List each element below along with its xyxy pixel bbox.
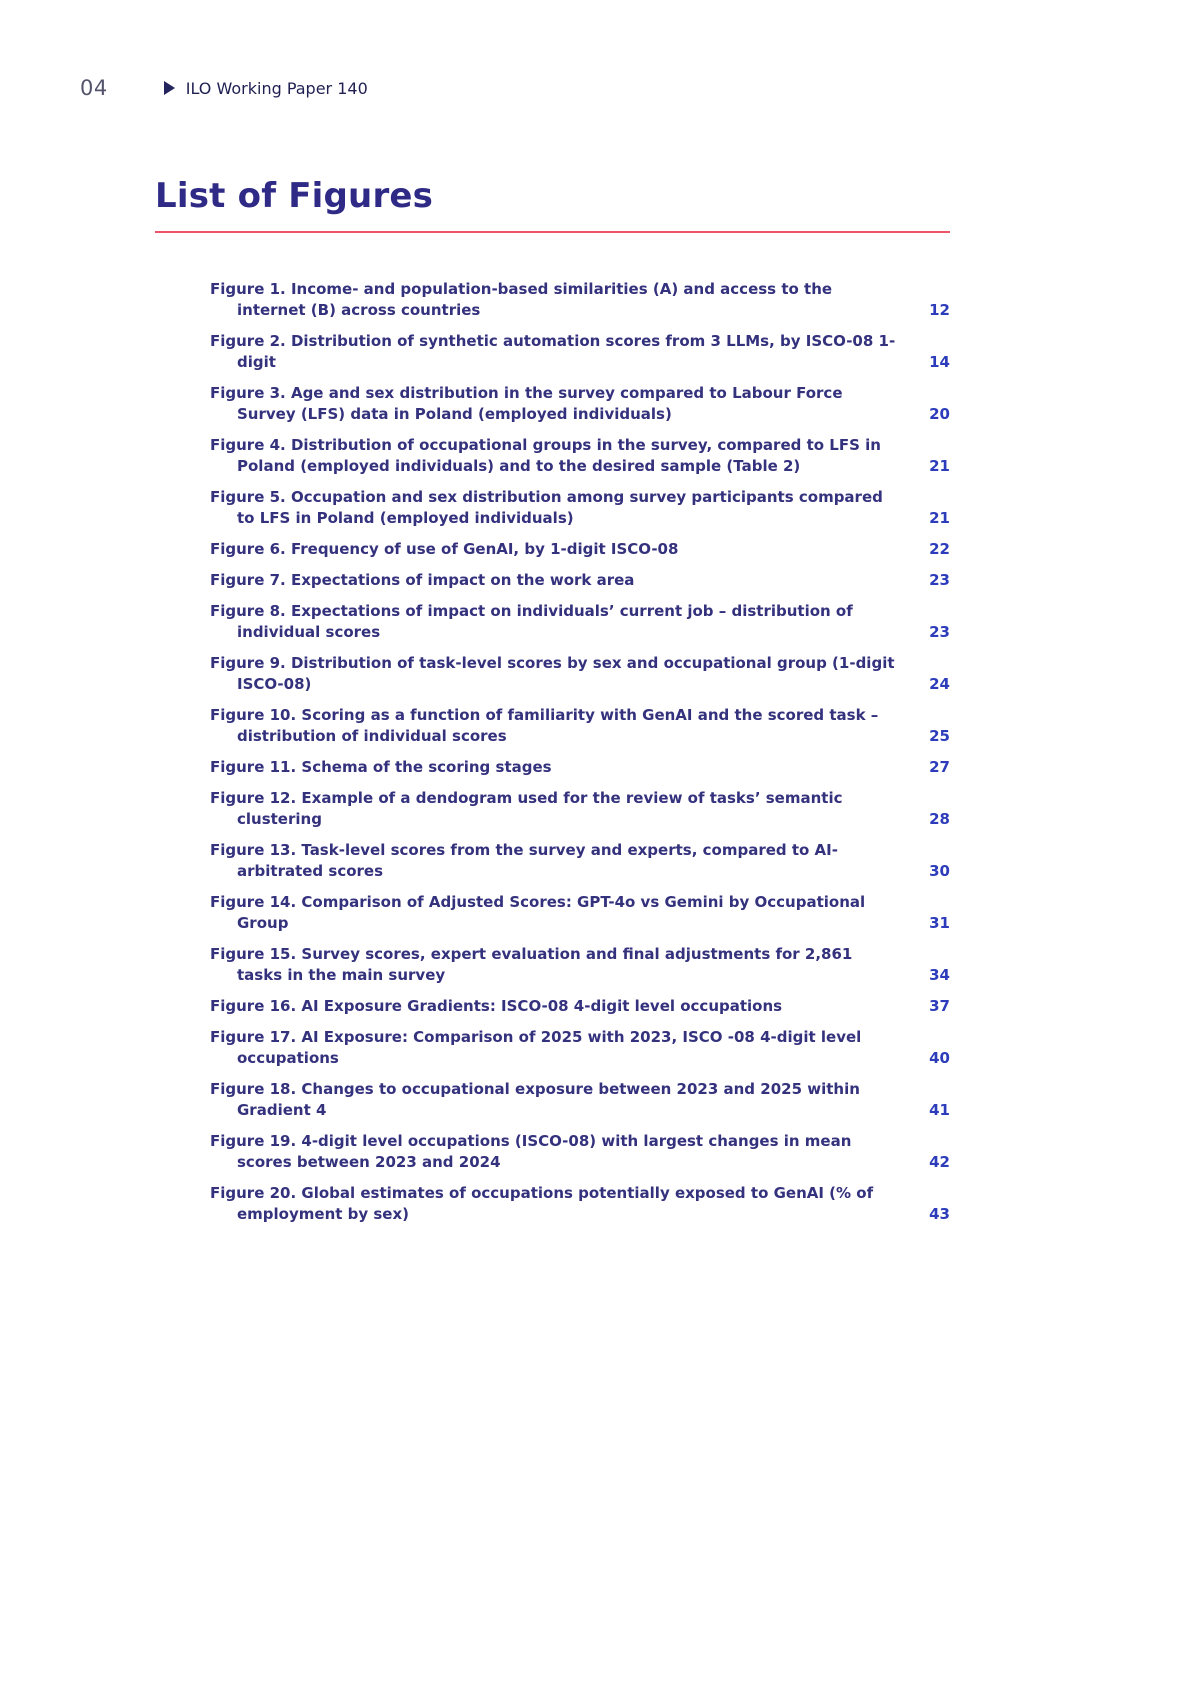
figure-entry-text: Figure 7. Expectations of impact on the work area bbox=[210, 571, 635, 589]
figure-list-item bbox=[210, 892, 950, 934]
page-header bbox=[80, 76, 1120, 100]
figure-list-item bbox=[210, 944, 950, 986]
title-rule bbox=[155, 231, 950, 233]
figure-page-number: 27 bbox=[929, 758, 950, 776]
figure-page-number: 22 bbox=[929, 540, 950, 558]
figure-list-item bbox=[210, 435, 950, 477]
figure-entry-text: Figure 12. Example of a dendogram used for the review of tasks’ semantic clustering bbox=[210, 789, 843, 828]
figure-page-number: 37 bbox=[929, 997, 950, 1015]
figure-entry-text: Figure 14. Comparison of Adjusted Scores: GPT-4o vs Gemini by Occupational Group bbox=[210, 893, 866, 932]
figure-entry-text: Figure 17. AI Exposure: Comparison of 2025 with 2023, ISCO -08 4-digit level occupations bbox=[210, 1028, 862, 1067]
figure-page-number: 41 bbox=[929, 1101, 950, 1119]
figure-list-item bbox=[210, 1183, 950, 1225]
figure-page-number: 21 bbox=[929, 509, 950, 527]
figure-entry-text: Figure 13. Task-level scores from the survey and experts, compared to AI-arbitrated scores bbox=[210, 841, 838, 880]
figure-list-item bbox=[210, 1027, 950, 1069]
figure-list-item bbox=[210, 539, 950, 560]
figure-list bbox=[210, 279, 950, 1225]
figure-entry-text: Figure 11. Schema of the scoring stages bbox=[210, 758, 552, 776]
figure-page-number: 20 bbox=[929, 405, 950, 423]
figure-page-number: 25 bbox=[929, 727, 950, 745]
figure-entry-text: Figure 3. Age and sex distribution in the survey compared to Labour Force Survey (LFS) data in Poland (employed individuals) bbox=[210, 384, 843, 423]
figure-page-number: 14 bbox=[929, 353, 950, 371]
figure-entry-text: Figure 20. Global estimates of occupations potentially exposed to GenAI (% of employment by sex) bbox=[210, 1184, 874, 1223]
figure-page-number: 30 bbox=[929, 862, 950, 880]
figure-page-number: 40 bbox=[929, 1049, 950, 1067]
figure-entry-text: Figure 10. Scoring as a function of familiarity with GenAI and the scored task – distribution of individual scores bbox=[210, 706, 879, 745]
figure-page-number: 31 bbox=[929, 914, 950, 932]
figure-entry-text: Figure 9. Distribution of task-level scores by sex and occupational group (1-digit ISCO-08) bbox=[210, 654, 895, 693]
figure-list-item bbox=[210, 1079, 950, 1121]
figure-list-item bbox=[210, 601, 950, 643]
figure-list-item bbox=[210, 570, 950, 591]
figure-list-item bbox=[210, 653, 950, 695]
figure-list-item bbox=[210, 279, 950, 321]
figure-entry-text: Figure 4. Distribution of occupational groups in the survey, compared to LFS in Poland (employed individuals) and to the desired sample (Table 2) bbox=[210, 436, 881, 475]
figure-list-item bbox=[210, 487, 950, 529]
figure-page-number: 28 bbox=[929, 810, 950, 828]
page-number: 04 bbox=[80, 76, 108, 100]
page-title: List of Figures bbox=[155, 176, 434, 216]
figure-page-number: 21 bbox=[929, 457, 950, 475]
figure-list-item bbox=[210, 996, 950, 1017]
figure-page-number: 12 bbox=[929, 301, 950, 319]
figure-entry-text: Figure 8. Expectations of impact on individuals’ current job – distribution of individual scores bbox=[210, 602, 853, 641]
figure-page-number: 42 bbox=[929, 1153, 950, 1171]
figure-list-item bbox=[210, 383, 950, 425]
figure-entry-text: Figure 1. Income- and population-based similarities (A) and access to the internet (B) across countries bbox=[210, 280, 833, 319]
figure-entry-text: Figure 16. AI Exposure Gradients: ISCO-08 4-digit level occupations bbox=[210, 997, 783, 1015]
figure-page-number: 23 bbox=[929, 623, 950, 641]
figure-list-item bbox=[210, 840, 950, 882]
figure-entry-text: Figure 5. Occupation and sex distribution among survey participants compared to LFS in Poland (employed individuals) bbox=[210, 488, 883, 527]
figure-list-item bbox=[210, 705, 950, 747]
figure-list-item bbox=[210, 331, 950, 373]
figure-page-number: 34 bbox=[929, 966, 950, 984]
header-title: ILO Working Paper 140 bbox=[185, 78, 368, 98]
figure-list-item bbox=[210, 788, 950, 830]
figure-page-number: 43 bbox=[929, 1205, 950, 1223]
figure-page-number: 23 bbox=[929, 571, 950, 589]
figure-entry-text: Figure 2. Distribution of synthetic automation scores from 3 LLMs, by ISCO-08 1-digit bbox=[210, 332, 896, 371]
arrow-right-icon bbox=[164, 81, 175, 95]
figure-list-item bbox=[210, 1131, 950, 1173]
main-content bbox=[155, 176, 950, 1235]
figure-list-item bbox=[210, 757, 950, 778]
figure-page-number: 24 bbox=[929, 675, 950, 693]
figure-entry-text: Figure 18. Changes to occupational exposure between 2023 and 2025 within Gradient 4 bbox=[210, 1080, 860, 1119]
figure-entry-text: Figure 15. Survey scores, expert evaluation and final adjustments for 2,861 tasks in the main survey bbox=[210, 945, 853, 984]
running-header bbox=[164, 79, 368, 98]
figure-entry-text: Figure 19. 4-digit level occupations (ISCO-08) with largest changes in mean scores between 2023 and 2024 bbox=[210, 1132, 852, 1171]
figure-entry-text: Figure 6. Frequency of use of GenAI, by 1-digit ISCO-08 bbox=[210, 540, 679, 558]
